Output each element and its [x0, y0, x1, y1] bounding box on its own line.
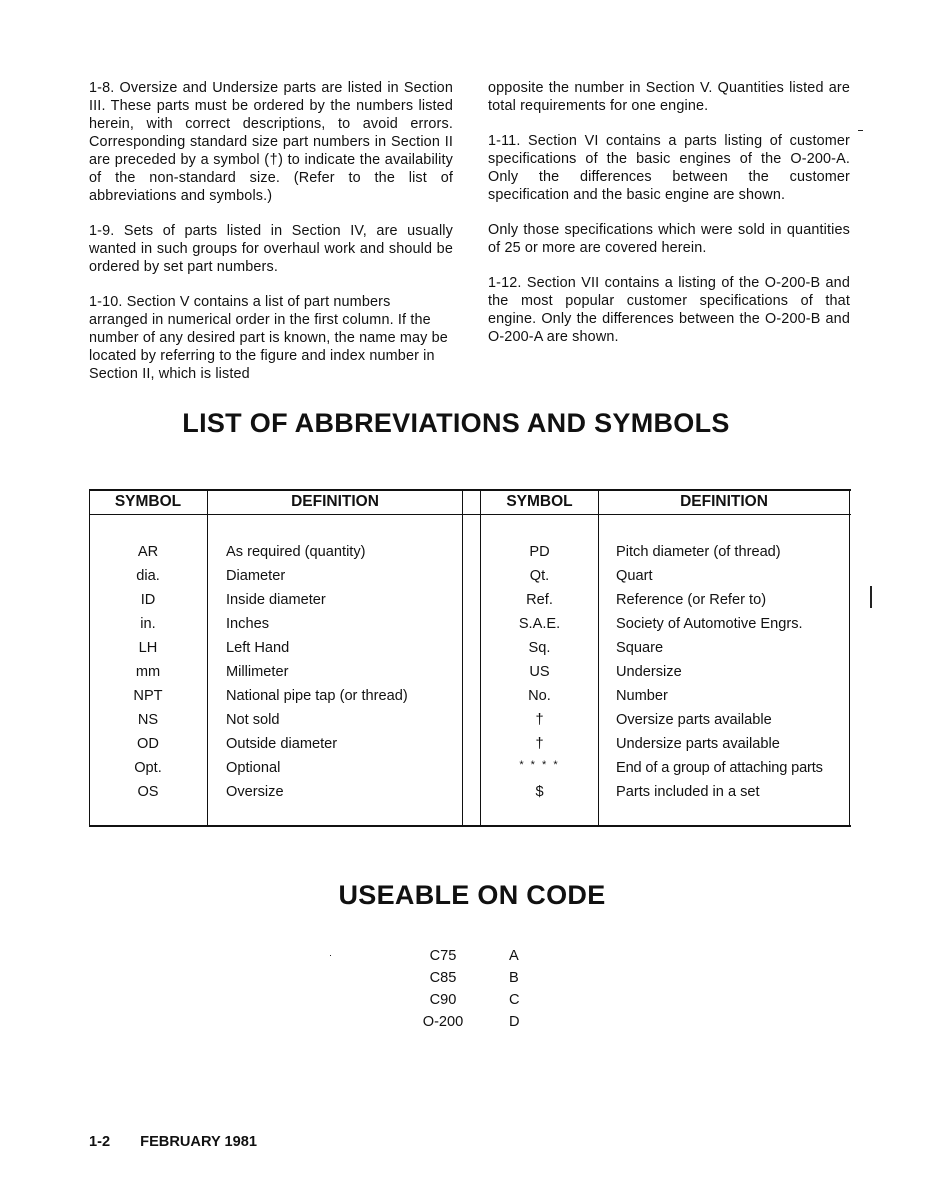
definition-cell: Not sold	[226, 712, 280, 728]
useable-on-code-heading: USEABLE ON CODE	[338, 880, 606, 910]
paragraph-1-12: 1-12. Section VII contains a listing of the O-200-B and the most popular customer specifications of that engine. Only the differences between the O-200-B and O-200-A are shown.	[488, 275, 850, 345]
model-name: C90	[429, 992, 457, 1008]
definition-cell: Reference (or Refer to)	[616, 592, 767, 608]
code-letter: C	[509, 992, 520, 1008]
table-divider	[598, 489, 599, 827]
page-number: 1-2	[89, 1134, 111, 1150]
table-border-right	[849, 489, 850, 827]
symbol-cell: Opt.	[134, 760, 162, 776]
definition-cell: Square	[616, 640, 664, 656]
table-header-rule	[89, 514, 851, 515]
publication-date: FEBRUARY 1981	[140, 1134, 257, 1150]
table-border-bottom	[89, 825, 851, 827]
intro-right-column	[488, 79, 850, 363]
paragraph-1-9: 1-9. Sets of parts listed in Section IV, are usually wanted in such groups for overhaul work and should be ordered by set part numbers.	[89, 223, 453, 275]
table-divider	[207, 489, 208, 827]
model-name: C85	[429, 970, 457, 986]
paragraph-1-8: 1-8. Oversize and Undersize parts are listed in Section III. These parts must be ordered by the numbers listed herein, with correct descriptions, to avoid errors. Corresponding standard size part numbers in Section II are preceded by a symbol (†) to indicate the availability of the non-standard size. (Refer to the list of abbreviations and symbols.)	[89, 80, 453, 204]
table-divider	[462, 489, 463, 827]
paragraph-sold-quantities: Only those specifications which were sold in quantities of 25 or more are covered herein.	[488, 222, 850, 256]
code-letter: A	[509, 948, 519, 964]
symbol-cell: AR	[137, 544, 159, 560]
page-footer	[89, 1134, 257, 1150]
symbol-cell: mm	[135, 664, 161, 680]
header-symbol-right: SYMBOL	[506, 493, 573, 510]
definition-cell: Oversize	[226, 784, 284, 800]
symbol-cell: dia.	[136, 568, 160, 584]
definition-cell: End of a group of attaching parts	[616, 760, 823, 776]
table-border-top	[89, 489, 851, 491]
symbol-cell: US	[529, 664, 550, 680]
symbol-cell: NS	[137, 712, 159, 728]
abbreviations-heading: LIST OF ABBREVIATIONS AND SYMBOLS	[182, 408, 730, 438]
definition-cell: Inches	[226, 616, 269, 632]
code-row	[418, 967, 538, 989]
paragraph-1-10-continued: opposite the number in Section V. Quantities listed are total requirements for one engine.	[488, 80, 850, 114]
abbreviations-table	[89, 489, 851, 827]
symbol-cell: No.	[528, 688, 551, 704]
symbol-cell: OS	[137, 784, 159, 800]
symbol-cell: Sq.	[528, 640, 551, 656]
symbol-cell: LH	[138, 640, 158, 656]
intro-left-column	[89, 79, 453, 400]
definition-cell: Diameter	[226, 568, 286, 584]
header-definition-right: DEFINITION	[680, 493, 768, 510]
definition-cell: Parts included in a set	[616, 784, 760, 800]
symbol-cell: Qt.	[529, 568, 550, 584]
dagger-symbol: †	[535, 712, 544, 728]
definition-cell: Millimeter	[226, 664, 289, 680]
definition-cell: Quart	[616, 568, 653, 584]
definition-cell: National pipe tap (or thread)	[226, 688, 408, 704]
asterisks-symbol: * * * *	[519, 759, 560, 771]
definition-cell: Undersize	[616, 664, 682, 680]
code-row	[418, 945, 538, 967]
definition-cell: As required (quantity)	[226, 544, 366, 560]
paragraph-1-10: 1-10. Section V contains a list of part numbers arranged in numerical order in the first column. If the number of any desired part is known, the name may be located by referring to the figure and index number in Section II, which is listed	[89, 294, 448, 382]
symbol-cell: S.A.E.	[518, 616, 561, 632]
symbol-cell: OD	[137, 736, 159, 752]
symbol-cell: Ref.	[526, 592, 553, 608]
scan-mark	[870, 586, 872, 608]
definition-cell: Pitch diameter (of thread)	[616, 544, 781, 560]
symbol-cell: in.	[140, 616, 156, 632]
header-symbol-left: SYMBOL	[114, 493, 182, 510]
definition-cell: Optional	[226, 760, 281, 776]
definition-cell: Undersize parts available	[616, 736, 780, 752]
definition-cell: Society of Automotive Engrs.	[616, 616, 803, 632]
symbol-cell: PD	[529, 544, 550, 560]
dollar-symbol: $	[535, 784, 544, 800]
definition-cell: Inside diameter	[226, 592, 326, 608]
scan-mark	[330, 955, 331, 956]
definition-cell: Left Hand	[226, 640, 290, 656]
definition-cell: Number	[616, 688, 668, 704]
model-name: C75	[429, 948, 457, 964]
symbol-cell: ID	[140, 592, 156, 608]
definition-cell: Oversize parts available	[616, 712, 772, 728]
code-row	[418, 989, 538, 1011]
scan-mark	[858, 130, 863, 131]
paragraph-1-11: 1-11. Section VI contains a parts listing of customer specifications of the basic engines of the O-200-A. Only the differences between the customer specification and the basic engine are shown.	[488, 133, 850, 203]
symbol-cell: NPT	[133, 688, 163, 704]
code-row	[418, 1011, 538, 1033]
definition-cell: Outside diameter	[226, 736, 338, 752]
dagger-symbol: †	[535, 736, 544, 752]
header-definition-left: DEFINITION	[291, 493, 379, 510]
code-letter: B	[509, 970, 519, 986]
model-name: O-200	[422, 1014, 464, 1030]
code-letter: D	[509, 1014, 520, 1030]
